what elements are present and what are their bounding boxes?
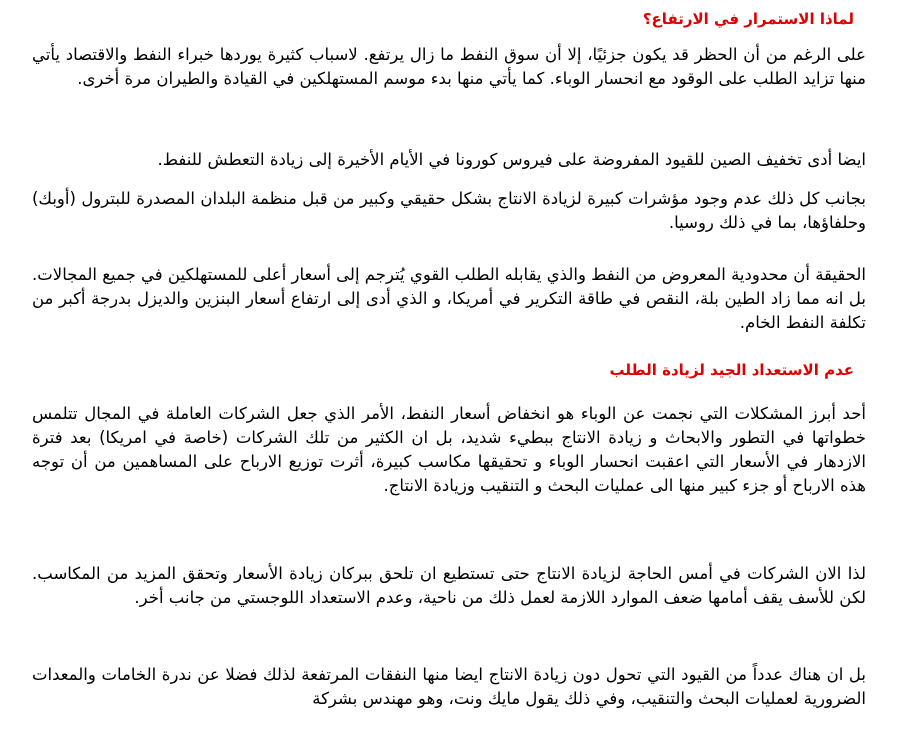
paragraph-6: لذا الان الشركات في أمس الحاجة لزيادة الانتاج حتى تستطيع ان تلحق ببركان زيادة الأسعار وتحقق المزيد من المكاسب. لكن للأسف يقف أمامها ضعف الموارد اللازمة لعمل ذلك من ناحية، وعدم الاستعداد اللوجستي من جانب أخر. <box>32 564 866 607</box>
paragraph-3: بجانب كل ذلك عدم وجود مؤشرات كبيرة لزيادة الانتاج بشكل حقيقي وكبير من قبل منظمة البلدان المصدرة للبترول (أوبك) وحلفاؤها، بما في ذلك روسيا. <box>32 189 866 232</box>
section-heading-demand-unpreparedness: عدم الاستعداد الجيد لزيادة الطلب <box>609 361 854 379</box>
page-bottom-fade <box>0 712 900 730</box>
section-heading-why-continue-rising: لماذا الاستمرار في الارتفاع؟ <box>642 10 854 28</box>
paragraph-2: ايضا أدى تخفيف الصين للقيود المفروضة على فيروس كورونا في الأيام الأخيرة إلى زيادة التعطش للنفط. <box>157 150 866 169</box>
paragraph-5: أحد أبرز المشكلات التي نجمت عن الوباء هو انخفاض أسعار النفط، الأمر الذي جعل الشركات العاملة في المجال تتلمس خطواتها في التطور والابحاث و زيادة الانتاج ببطيء شديد، بل ان الكثير من تلك الشركات (خاصة في امريكا) بعد فترة الازدهار في الأسعار التي اعقبت انحسار الوباء و تحقيقها مكاسب كبيرة، أثرت توزيع الارباح على المساهمين من أن توجه هذه الارباح أو جزء كبير منها الى عمليات البحث و التنقيب وزيادة الانتاج. <box>32 404 866 495</box>
paragraph-4: الحقيقة أن محدودية المعروض من النفط والذي يقابله الطلب القوي يُترجم إلى أسعار أعلى للمستهلكين في جميع المجالات. بل انه مما زاد الطين بلة، النقص في طاقة التكرير في أمريكا، و الذي أدى إلى ارتفاع أسعار البنزين والديزل بدرجة أكبر من تكلفة النفط الخام. <box>32 265 866 332</box>
paragraph-1: على الرغم من أن الحظر قد يكون جزئيًا، إلا أن سوق النفط ما زال يرتفع. لاسباب كثيرة يوردها خبراء النفط والاقتصاد يأتي منها تزايد الطلب على الوقود مع انحسار الوباء. كما يأتي منها بدء موسم المستهلكين في القيادة والطيران مرة أخرى. <box>32 45 866 88</box>
paragraph-7: بل ان هناك عدداً من القيود التي تحول دون زيادة الانتاج ايضا منها النفقات المرتفعة لذلك فضلا عن ندرة الخامات والمعدات الضرورية لعمليات البحث والتنقيب، وفي ذلك يقول مايك ونت، وهو مهندس بشركة <box>32 665 866 708</box>
